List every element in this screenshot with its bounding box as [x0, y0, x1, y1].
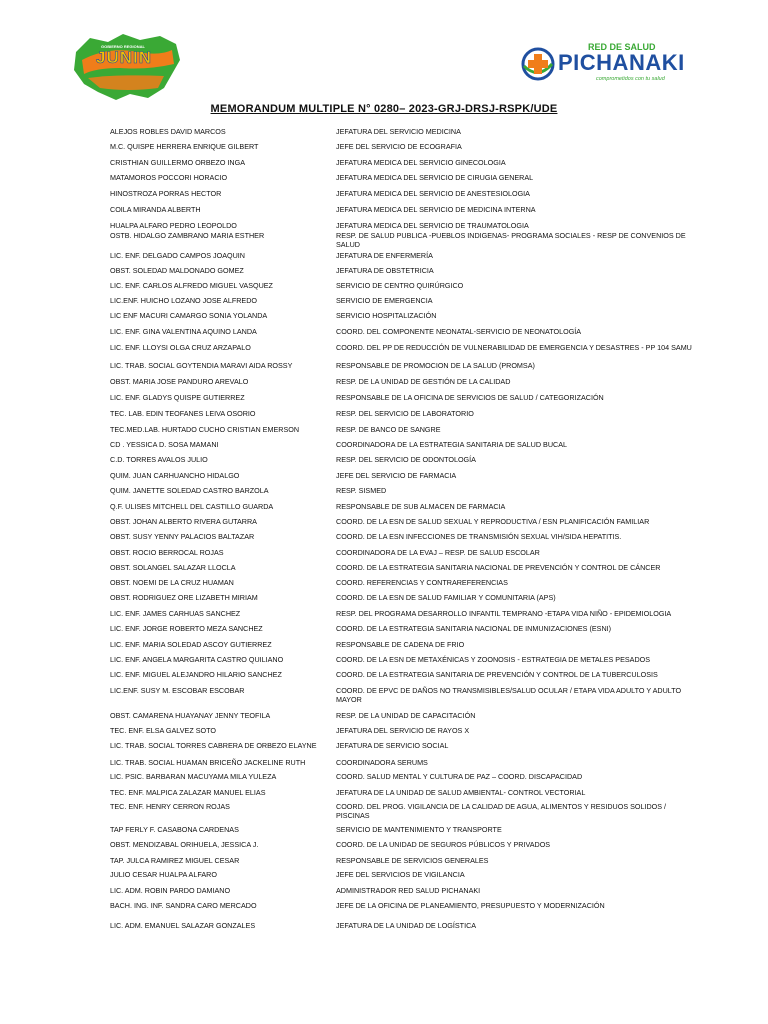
recipient-name: LIC. TRAB. SOCIAL TORRES CABRERA DE ORBEZO ELAYNE [110, 741, 317, 750]
recipient-name: Q.F. ULISES MITCHELL DEL CASTILLO GUARDA [110, 502, 274, 511]
junin-logo-text: JUNIN [95, 48, 152, 67]
recipient-role: JEFATURA DE LA UNIDAD DE SALUD AMBIENTAL- CONTROL VECTORIAL [336, 788, 586, 797]
recipient-role: JEFATURA MEDICA DEL SERVICIO DE TRAUMATOLOGIA [336, 221, 529, 230]
recipient-name: OBST. JOHAN ALBERTO RIVERA GUTARRA [110, 517, 257, 526]
recipient-name: LIC. TRAB. SOCIAL GOYTENDIA MARAVI AIDA ROSSY [110, 361, 293, 370]
recipient-name: TEC. LAB. EDIN TEOFANES LEIVA OSORIO [110, 409, 256, 418]
recipient-name: BACH. ING. INF. SANDRA CARO MERCADO [110, 901, 257, 910]
recipient-role: JEFATURA MEDICA DEL SERVICIO DE ANESTESIOLOGIA [336, 189, 530, 198]
recipient-role: JEFATURA DE SERVICIO SOCIAL [336, 741, 449, 750]
recipient-name: OBST. CAMARENA HUAYANAY JENNY TEOFILA [110, 711, 271, 720]
recipient-role: JEFE DEL SERVICIO DE FARMACIA [336, 471, 457, 480]
recipient-role: COORD. REFERENCIAS Y CONTRAREFERENCIAS [336, 578, 508, 587]
recipient-name: JULIO CESAR HUALPA ALFARO [110, 870, 217, 879]
recipient-role: COORD. DE LA ESTRATEGIA SANITARIA NACIONAL DE PREVENCIÓN Y CONTROL DE CÁNCER [336, 563, 661, 572]
recipient-name: LIC. ENF. GINA VALENTINA AQUINO LANDA [110, 327, 257, 336]
recipient-role: RESP. DE LA UNIDAD DE GESTIÓN DE LA CALIDAD [336, 377, 511, 386]
recipient-name: LIC. ENF. LLOYSI OLGA CRUZ ARZAPALO [110, 343, 251, 352]
recipient-role: JEFE DE LA OFICINA DE PLANEAMIENTO, PRESUPUESTO Y MODERNIZACIÓN [336, 901, 605, 910]
recipient-name: TEC. ENF. MALPICA ZALAZAR MANUEL ELIAS [110, 788, 266, 797]
recipient-name: OBST. ROCIO BERROCAL ROJAS [110, 548, 224, 557]
recipient-role: COORD. DE LA ESN DE SALUD FAMILIAR Y COMUNITARIA (APS) [336, 593, 556, 602]
recipient-name: OBST. SUSY YENNY PALACIOS BALTAZAR [110, 532, 255, 541]
recipient-role: RESP. DE BANCO DE SANGRE [336, 425, 441, 434]
recipient-name: TAP. JULCA RAMIREZ MIGUEL CESAR [110, 856, 240, 865]
recipient-name: LIC. ENF. GLADYS QUISPE GUTIERREZ [110, 393, 245, 402]
recipient-name: LIC.ENF. SUSY M. ESCOBAR ESCOBAR [110, 686, 245, 695]
recipient-name: OBST. NOEMI DE LA CRUZ HUAMAN [110, 578, 234, 587]
recipient-name: OSTB. HIDALGO ZAMBRANO MARIA ESTHER [110, 231, 265, 240]
recipient-name: TEC. ENF. ELSA GALVEZ SOTO [110, 726, 216, 735]
recipient-name: CD . YESSICA D. SOSA MAMANI [110, 440, 219, 449]
recipient-name: LIC.ENF. HUICHO LOZANO JOSE ALFREDO [110, 296, 257, 305]
recipient-role: COORD. DE LA ESTRATEGIA SANITARIA DE PREVENCIÓN Y CONTROL DE LA TUBERCULOSIS [336, 670, 658, 679]
recipient-role: RESP. DEL SERVICIO DE ODONTOLOGÍA [336, 455, 476, 464]
recipient-name: LIC. ADM. ROBIN PARDO DAMIANO [110, 886, 231, 895]
recipient-name: C.D. TORRES AVALOS JULIO [110, 455, 208, 464]
recipient-role: COORD. DE LA UNIDAD DE SEGUROS PÚBLICOS Y PRIVADOS [336, 840, 551, 849]
recipient-role: JEFATURA DEL SERVICIO MEDICINA [336, 127, 461, 136]
recipient-role: COORD. DE LA ESN INFECCIONES DE TRANSMISIÓN SEXUAL VIH/SIDA HEPATITIS. [336, 532, 622, 541]
pichanaki-text: PICHANAKI [558, 50, 685, 75]
recipient-role: JEFATURA DEL SERVICIO DE RAYOS X [336, 726, 470, 735]
recipient-role: RESPONSABLE DE LA OFICINA DE SERVICIOS DE SALUD / CATEGORIZACIÓN [336, 393, 604, 402]
recipient-name: QUIM. JANETTE SOLEDAD CASTRO BARZOLA [110, 486, 269, 495]
recipient-role: SERVICIO DE MANTENIMIENTO Y TRANSPORTE [336, 825, 502, 834]
recipient-role: RESP. SISMED [336, 486, 387, 495]
recipient-name: HUALPA ALFARO PEDRO LEOPOLDO [110, 221, 237, 230]
recipient-name: LIC. PSIC. BARBARAN MACUYAMA MILA YULEZA [110, 772, 277, 781]
recipient-role: SERVICIO DE EMERGENCIA [336, 296, 433, 305]
recipient-role: COORD. DE EPVC DE DAÑOS NO TRANSMISIBLES/SALUD OCULAR / ETAPA VIDA ADULTO Y ADULTO MAYOR [336, 686, 682, 704]
recipient-name: MATAMOROS POCCORI HORACIO [110, 173, 228, 182]
recipient-role: COORD. DE LA ESN DE SALUD SEXUAL Y REPRODUCTIVA / ESN PLANIFICACIÓN FAMILIAR [336, 517, 650, 526]
recipient-name: LIC. ADM. EMANUEL SALAZAR GONZALES [110, 921, 256, 930]
recipient-role: JEFATURA DE LA UNIDAD DE LOGÍSTICA [336, 921, 477, 930]
recipient-name: HINOSTROZA PORRAS HECTOR [110, 189, 222, 198]
recipient-role: RESPONSABLE DE SERVICIOS GENERALES [336, 856, 489, 865]
recipient-name: OBST. MENDIZABAL ORIHUELA, JESSICA J. [110, 840, 259, 849]
recipient-role: SERVICIO HOSPITALIZACIÓN [336, 311, 437, 320]
red-salud-text: RED DE SALUD [588, 42, 656, 52]
recipient-role: COORD. SALUD MENTAL Y CULTURA DE PAZ – COORD. DISCAPACIDAD [336, 772, 583, 781]
recipient-name: OBST. SOLEDAD MALDONADO GOMEZ [110, 266, 244, 275]
recipient-role: ADMINISTRADOR RED SALUD PICHANAKI [336, 886, 481, 895]
recipient-name: OBST. RODRIGUEZ ORE LIZABETH MIRIAM [110, 593, 258, 602]
recipient-role: RESP. DEL PROGRAMA DESARROLLO INFANTIL TEMPRANO -ETAPA VIDA NIÑO - EPIDEMIOLOGIA [336, 609, 672, 618]
recipient-role: RESPONSABLE DE PROMOCION DE LA SALUD (PROMSA) [336, 361, 535, 370]
recipient-name: M.C. QUISPE HERRERA ENRIQUE GILBERT [110, 142, 259, 151]
recipient-role: RESP. DEL SERVICIO DE LABORATORIO [336, 409, 474, 418]
recipient-role: JEFATURA DE OBSTETRICIA [336, 266, 434, 275]
recipient-name: ALEJOS ROBLES DAVID MARCOS [110, 127, 226, 136]
recipient-role: COORD. DE LA ESN DE METAXÉNICAS Y ZOONOSIS - ESTRATEGIA DE METALES PESADOS [336, 655, 651, 664]
recipient-role: COORD. DE LA ESTRATEGIA SANITARIA NACIONAL DE INMUNIZACIONES (ESNI) [336, 624, 612, 633]
recipient-role: JEFATURA DE ENFERMERÍA [336, 251, 433, 260]
recipient-role: RESPONSABLE DE CADENA DE FRIO [336, 640, 465, 649]
logo-tagline: comprometidos con tu salud [596, 76, 665, 82]
memorandum-title: MEMORANDUM MULTIPLE N° 0280– 2023-GRJ-DRSJ-RSPK/UDE [210, 103, 558, 115]
recipient-name: COILA MIRANDA ALBERTH [110, 205, 201, 214]
recipient-name: TEC.MED.LAB. HURTADO CUCHO CRISTIAN EMERSON [110, 425, 300, 434]
recipient-role: COORDINADORA SERUMS [336, 758, 428, 767]
recipient-name: QUIM. JUAN CARHUANCHO HIDALGO [110, 471, 240, 480]
recipient-role: JEFATURA MEDICA DEL SERVICIO DE CIRUGIA GENERAL [336, 173, 534, 182]
red-salud-logo [520, 40, 685, 92]
recipient-role: COORDINADORA DE LA EVAJ – RESP. DE SALUD ESCOLAR [336, 548, 540, 557]
recipient-name: LIC. ENF. MARIA SOLEDAD ASCOY GUTIERREZ [110, 640, 272, 649]
junin-logo [68, 30, 186, 102]
recipient-role: COORD. DEL COMPONENTE NEONATAL-SERVICIO DE NEONATOLOGÍA [336, 327, 582, 336]
recipient-name: LIC. ENF. CARLOS ALFREDO MIGUEL VASQUEZ [110, 281, 273, 290]
recipient-role: JEFE DEL SERVICIOS DE VIGILANCIA [336, 870, 465, 879]
recipient-role: RESPONSABLE DE SUB ALMACEN DE FARMACIA [336, 502, 506, 511]
recipient-name: LIC. ENF. JAMES CARHUAS SANCHEZ [110, 609, 241, 618]
recipient-name: LIC. ENF. ANGELA MARGARITA CASTRO QUILIANO [110, 655, 284, 664]
recipient-name: LIC. ENF. MIGUEL ALEJANDRO HILARIO SANCHEZ [110, 670, 282, 679]
recipient-name: TEC. ENF. HENRY CERRON ROJAS [110, 802, 230, 811]
recipient-name: TAP FERLY F. CASABONA CARDENAS [110, 825, 239, 834]
recipient-role: JEFATURA MEDICA DEL SERVICIO GINECOLOGIA [336, 158, 506, 167]
recipient-name: OBST. MARIA JOSE PANDURO AREVALO [110, 377, 249, 386]
recipient-name: LIC. ENF. JORGE ROBERTO MEZA SANCHEZ [110, 624, 263, 633]
junin-logo-small: GOBIERNO REGIONAL [100, 44, 145, 49]
recipient-role: COORD. DEL PP DE REDUCCIÓN DE VULNERABILIDAD DE EMERGENCIA Y DESASTRES - PP 104 SAMU [336, 343, 692, 352]
recipient-role: RESP. DE SALUD PUBLICA -PUEBLOS INDIGENAS- PROGRAMA SOCIALES - RESP DE CONVENIOS DE SALUD [336, 231, 686, 249]
recipient-role: SERVICIO DE CENTRO QUIRÚRGICO [336, 281, 464, 290]
recipient-name: LIC. TRAB. SOCIAL HUAMAN BRICEÑO JACKELINE RUTH [110, 758, 306, 767]
recipient-role: JEFATURA MEDICA DEL SERVICIO DE MEDICINA INTERNA [336, 205, 536, 214]
recipient-name: LIC. ENF. DELGADO CAMPOS JOAQUIN [110, 251, 245, 260]
recipient-role: COORD. DEL PROG. VIGILANCIA DE LA CALIDAD DE AGUA, ALIMENTOS Y RESIDUOS SOLIDOS / PISCINAS [336, 802, 667, 820]
recipient-name: LIC ENF MACURI CAMARGO SONIA YOLANDA [110, 311, 268, 320]
recipient-name: CRISTHIAN GUILLERMO ORBEZO INGA [110, 158, 245, 167]
recipient-role: COORDINADORA DE LA ESTRATEGIA SANITARIA DE SALUD BUCAL [336, 440, 567, 449]
recipient-name: OBST. SOLANGEL SALAZAR LLOCLA [110, 563, 236, 572]
recipient-role: JEFE DEL SERVICIO DE ECOGRAFIA [336, 142, 462, 151]
recipient-role: RESP. DE LA UNIDAD DE CAPACITACIÓN [336, 711, 476, 720]
health-cross-icon [520, 46, 556, 82]
